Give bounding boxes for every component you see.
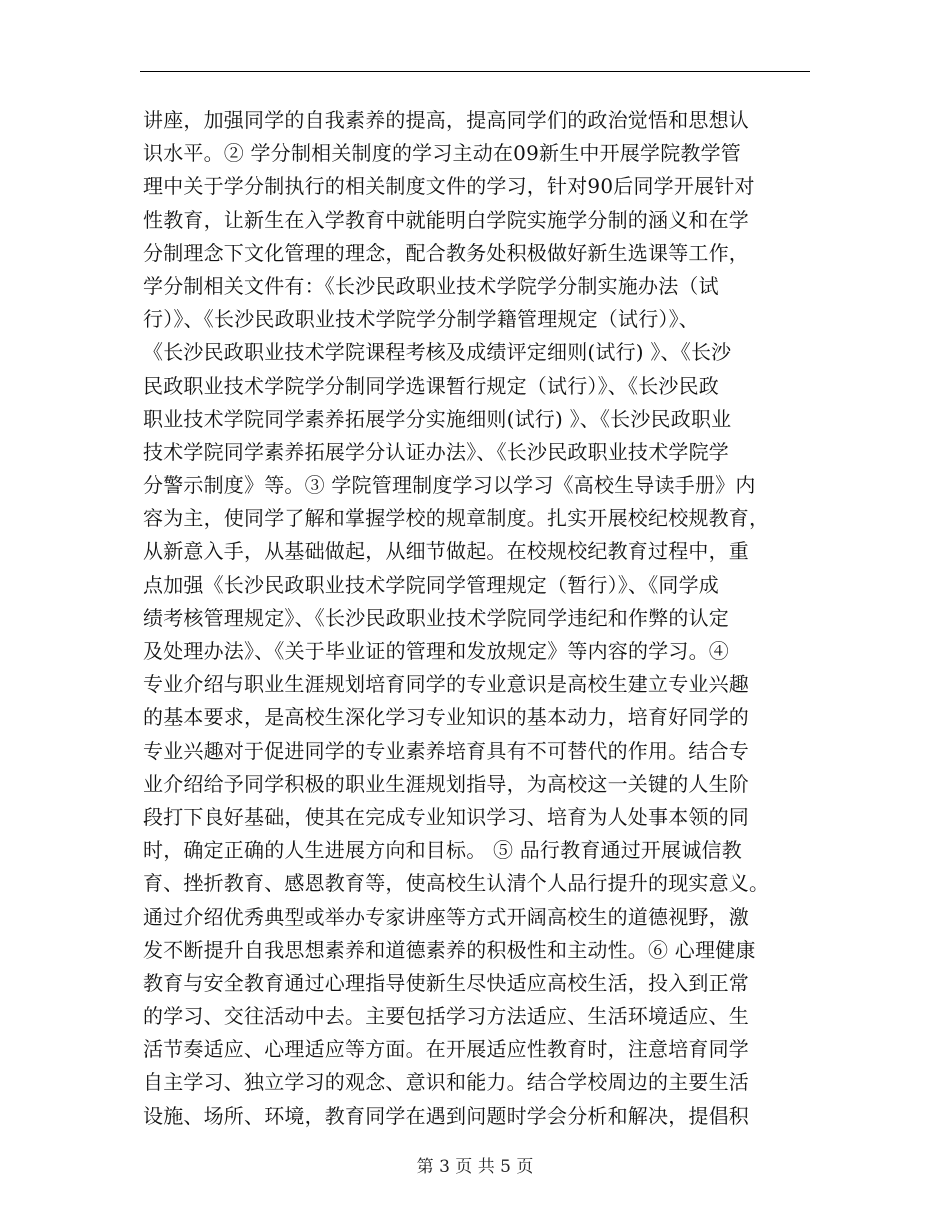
- text-line: 段打下良好基础，使其在完成专业知识学习、培育为人处事本领的同: [143, 804, 749, 829]
- page-number-footer: 第 3 页 共 5 页: [416, 1157, 534, 1177]
- text-line: 《长沙民政职业技术学院课程考核及成绩评定细则(试行) 》、《长沙: [143, 340, 732, 365]
- text-line: 技术学院同学素养拓展学分认证办法》、《长沙民政职业技术学院学: [143, 439, 729, 464]
- text-line: 理中关于学分制执行的相关制度文件的学习，针对90后同学开展针对: [143, 174, 755, 199]
- text-line: 讲座，加强同学的自我素养的提高，提高同学们的政治觉悟和思想认: [143, 108, 749, 132]
- text-line: 及处理办法》、《关于毕业证的管理和发放规定》等内容的学习。④: [143, 639, 729, 663]
- text-line: 容为主，使同学了解和掌握学校的规章制度。扎实开展校纪校规教育，: [143, 506, 770, 531]
- text-line: 通过介绍优秀典型或举办专家讲座等方式开阔高校生的道德视野，激: [143, 904, 749, 929]
- text-line: 活节奏适应、心理适应等方面。在开展适应性教育时，注意培育同学: [143, 1037, 749, 1062]
- text-line: 从新意入手，从基础做起，从细节做起。在校规校纪教育过程中，重: [143, 539, 749, 564]
- header-rule: [140, 71, 810, 72]
- text-line: 业介绍给予同学积极的职业生涯规划指导，为高校这一关键的人生阶: [143, 771, 749, 796]
- text-line: 发不断提升自我思想素养和道德素养的积极性和主动性。⑥ 心理健康: [143, 937, 756, 962]
- text-line: 时，确定正确的人生进展方向和目标。 ⑤ 品行教育通过开展诚信教: [143, 838, 742, 863]
- text-line: 专业介绍与职业生涯规划培育同学的专业意识是高校生建立专业兴趣: [143, 672, 749, 697]
- text-line: 自主学习、独立学习的观念、意识和能力。结合学校周边的主要生活: [143, 1070, 749, 1095]
- document-body: [143, 104, 823, 1133]
- text-line: 的基本要求，是高校生深化学习专业知识的基本动力，培育好同学的: [143, 705, 749, 730]
- text-line: 育、挫折教育、感恩教育等，使高校生认清个人品行提升的现实意义。: [143, 871, 770, 896]
- text-line: 点加强《长沙民政职业技术学院同学管理规定（暂行）》、《同学成: [143, 572, 719, 597]
- text-line: 行）》、《长沙民政职业技术学院学分制学籍管理规定（试行）》、: [143, 307, 699, 332]
- text-line: 职业技术学院同学素养拓展学分实施细则(试行) 》、《长沙民政职业: [143, 406, 732, 431]
- text-line: 绩考核管理规定》、《长沙民政职业技术学院同学违纪和作弊的认定: [143, 605, 729, 630]
- text-line: 分制理念下文化管理的理念，配合教务处积极做好新生选课等工作，: [143, 240, 749, 265]
- text-line: 学分制相关文件有：《长沙民政职业技术学院学分制实施办法（试: [143, 273, 719, 298]
- text-line: 设施、场所、环境，教育同学在遇到问题时学会分析和解决，提倡积: [143, 1103, 749, 1128]
- text-line: 专业兴趣对于促进同学的专业素养培育具有不可替代的作用。结合专: [143, 738, 749, 763]
- text-line: 的学习、交往活动中去。主要包括学习方法适应、生活环境适应、生: [143, 1004, 749, 1029]
- text-line: 性教育，让新生在入学教育中就能明白学院实施学分制的涵义和在学: [143, 207, 749, 232]
- text-line: 教育与安全教育通过心理指导使新生尽快适应高校生活，投入到正常: [143, 970, 749, 995]
- text-line: 识水平。② 学分制相关制度的学习主动在09新生中开展学院教学管: [143, 141, 742, 166]
- text-line: 民政职业技术学院学分制同学选课暂行规定（试行）》、《长沙民政: [143, 373, 719, 398]
- text-line: 分警示制度》等。③ 学院管理制度学习以学习《高校生导读手册》内: [143, 473, 756, 498]
